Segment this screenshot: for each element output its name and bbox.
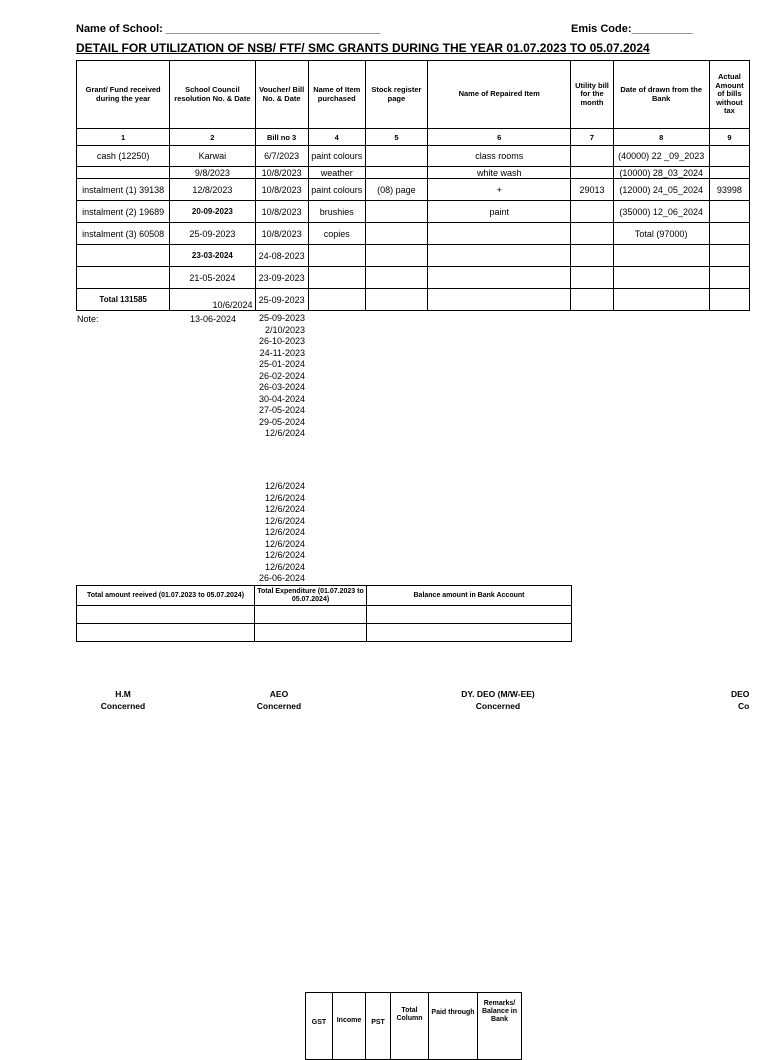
signature-hm <box>88 688 158 712</box>
col-header: Stock register page <box>365 61 427 129</box>
table-cell: 23-03-2024 <box>170 245 255 267</box>
table-cell <box>571 146 613 167</box>
table-row <box>77 223 750 245</box>
table-cell: Total (97000) <box>613 223 709 245</box>
overflow-date: 12/6/2024 <box>264 504 305 514</box>
table-cell <box>365 245 427 267</box>
table-cell: (12000) 24_05_2024 <box>613 179 709 201</box>
emis-code-label: Emis Code:__________ <box>571 23 693 35</box>
overflow-date: 12/6/2024 <box>264 481 305 491</box>
school-name-label: Name of School: ___________________________________ <box>76 23 380 35</box>
overflow-date: 12/6/2024 <box>264 492 305 503</box>
table-cell: 23-09-2023 <box>255 267 308 289</box>
table-cell <box>571 223 613 245</box>
table-row <box>77 245 750 267</box>
table-cell: (08) page <box>365 179 427 201</box>
tax-header: Total Column <box>391 993 429 1060</box>
table-cell: 93998 <box>709 179 749 201</box>
table-cell <box>428 245 571 267</box>
table-cell <box>571 289 613 311</box>
overflow-date: 12/6/2024 <box>264 527 305 537</box>
table-cell: 20-09-2023 <box>170 201 255 223</box>
col-number: 9 <box>709 129 749 146</box>
table-cell: (10000) 28_03_2024 <box>613 167 709 179</box>
summary-header: Total amount reeived (01.07.2023 to 05.07.2024) <box>77 586 255 606</box>
table-cell <box>365 167 427 179</box>
table-cell <box>613 267 709 289</box>
signature-role: AEO <box>269 689 289 699</box>
table-cell <box>571 267 613 289</box>
table-cell: class rooms <box>428 146 571 167</box>
table-cell: 10/6/2024 <box>170 289 255 311</box>
summary-table <box>76 585 572 642</box>
signature-sub: Concerned <box>256 701 302 711</box>
signature-role: DY. DEO (M/W-EE) <box>461 689 535 699</box>
table-row <box>77 267 750 289</box>
table-row-total <box>77 289 750 311</box>
summary-header: Balance amount in Bank Account <box>367 586 572 606</box>
col-number: 8 <box>613 129 709 146</box>
table-cell <box>365 267 427 289</box>
table-cell <box>613 289 709 311</box>
table-cell <box>308 245 365 267</box>
overflow-date: 2/10/2023 <box>264 324 305 335</box>
table-cell <box>308 267 365 289</box>
table-cell <box>365 201 427 223</box>
table-cell: instalment (3) 60508 <box>77 223 170 245</box>
table-cell: 10/8/2023 <box>255 223 308 245</box>
table-cell: 9/8/2023 <box>170 167 255 179</box>
total-cell: Total 131585 <box>77 289 170 311</box>
table-cell <box>77 245 170 267</box>
signature-sub: Concerned <box>100 701 146 711</box>
table-cell <box>571 201 613 223</box>
tax-header: Paid through <box>429 993 478 1060</box>
table-cell: paint colours <box>308 179 365 201</box>
overflow-date: 30-04-2024 <box>258 393 305 404</box>
table-cell: brushies <box>308 201 365 223</box>
table-cell <box>613 245 709 267</box>
col-number: 1 <box>77 129 170 146</box>
col-header: Name of Repaired Item <box>428 61 571 129</box>
col-header: Name of Item purchased <box>308 61 365 129</box>
summary-header-row <box>77 586 572 606</box>
tax-header: PST <box>366 993 391 1060</box>
overflow-date: 25-09-2023 <box>258 313 305 323</box>
tax-header: Income <box>333 993 366 1060</box>
overflow-date: 12/6/2024 <box>264 515 305 526</box>
table-row <box>77 167 750 179</box>
col-number: 4 <box>308 129 365 146</box>
overflow-date: 12/6/2024 <box>264 561 305 572</box>
col-number: 7 <box>571 129 613 146</box>
overflow-date: 13-06-2024 <box>190 314 237 324</box>
table-cell <box>709 223 749 245</box>
note-label: Note: <box>77 314 99 324</box>
signature-sub: Co <box>738 701 750 711</box>
column-number-row <box>77 129 750 146</box>
overflow-date: 26-06-2024 <box>258 573 305 583</box>
col-header: Actual Amount of bills without tax <box>709 61 749 129</box>
table-cell <box>709 167 749 179</box>
summary-header: Total Expenditure (01.07.2023 to 05.07.2024) <box>255 586 367 606</box>
table-cell: + <box>428 179 571 201</box>
table-cell <box>365 223 427 245</box>
overflow-date: 29-05-2024 <box>258 416 305 427</box>
overflow-date: 26-02-2024 <box>258 370 305 381</box>
overflow-date: 12/6/2024 <box>264 550 305 560</box>
tax-header-row <box>306 993 522 1060</box>
col-header: Voucher/ Bill No. & Date <box>255 61 308 129</box>
table-cell <box>709 245 749 267</box>
table-cell <box>571 167 613 179</box>
table-cell: 10/8/2023 <box>255 201 308 223</box>
signature-role: H.M <box>115 689 131 699</box>
table-row <box>77 146 750 167</box>
table-cell: 10/8/2023 <box>255 179 308 201</box>
table-cell <box>709 201 749 223</box>
table-cell: 29013 <box>571 179 613 201</box>
table-cell <box>77 267 170 289</box>
table-cell: copies <box>308 223 365 245</box>
overflow-date-list <box>255 313 305 440</box>
table-cell <box>428 267 571 289</box>
table-cell: 12/8/2023 <box>170 179 255 201</box>
table-header-row <box>77 61 750 129</box>
table-cell <box>308 289 365 311</box>
overflow-date: 27-05-2024 <box>258 405 305 415</box>
tax-header: Remarks/ Balance in Bank <box>478 993 522 1060</box>
overflow-date: 25-01-2024 <box>258 359 305 369</box>
col-number: 2 <box>170 129 255 146</box>
col-number: 5 <box>365 129 427 146</box>
table-cell: instalment (2) 19689 <box>77 201 170 223</box>
table-cell <box>428 223 571 245</box>
col-header: Grant/ Fund received during the year <box>77 61 170 129</box>
table-cell: instalment (1) 39138 <box>77 179 170 201</box>
col-number: Bill no 3 <box>255 129 308 146</box>
overflow-date: 26-10-2023 <box>258 336 305 346</box>
table-cell: 25-09-2023 <box>255 289 308 311</box>
col-number: 6 <box>428 129 571 146</box>
table-cell <box>571 245 613 267</box>
table-cell: cash (12250) <box>77 146 170 167</box>
table-cell: weather <box>308 167 365 179</box>
page-title: DETAIL FOR UTILIZATION OF NSB/ FTF/ SMC GRANTS DURING THE YEAR 01.07.2023 TO 05.07.2024 <box>76 41 650 55</box>
table-cell: 25-09-2023 <box>170 223 255 245</box>
col-header: Utility bill for the month <box>571 61 613 129</box>
table-cell: Karwai <box>170 146 255 167</box>
summary-row <box>77 606 572 624</box>
table-cell: paint <box>428 201 571 223</box>
table-cell: 6/7/2023 <box>255 146 308 167</box>
signature-sub: Concerned <box>475 701 521 711</box>
overflow-date: 12/6/2024 <box>264 538 305 549</box>
table-row <box>77 201 750 223</box>
col-header: Date of drawn from the Bank <box>613 61 709 129</box>
table-cell <box>709 267 749 289</box>
signature-dy-deo <box>448 688 548 712</box>
table-cell: 24-08-2023 <box>255 245 308 267</box>
signature-deo <box>731 688 768 712</box>
table-cell <box>709 289 749 311</box>
table-cell <box>365 289 427 311</box>
summary-row <box>77 624 572 642</box>
tax-table <box>305 992 522 1060</box>
overflow-date: 12/6/2024 <box>264 428 305 438</box>
tax-header: GST <box>306 993 333 1060</box>
table-cell: 21-05-2024 <box>170 267 255 289</box>
table-cell: (35000) 12_06_2024 <box>613 201 709 223</box>
table-cell: paint colours <box>308 146 365 167</box>
table-cell <box>428 289 571 311</box>
table-cell <box>77 167 170 179</box>
table-cell: white wash <box>428 167 571 179</box>
table-row <box>77 179 750 201</box>
table-cell: (40000) 22 _09_2023 <box>613 146 709 167</box>
table-cell <box>709 146 749 167</box>
overflow-date-list-2 <box>255 481 305 585</box>
table-cell: 10/8/2023 <box>255 167 308 179</box>
table-cell <box>365 146 427 167</box>
overflow-date: 26-03-2024 <box>258 382 305 392</box>
col-header: School Council resolution No. & Date <box>170 61 255 129</box>
signature-role: DEO <box>731 689 750 699</box>
grants-table <box>76 60 750 311</box>
overflow-date: 24-11-2023 <box>259 347 305 358</box>
signature-aeo <box>244 688 314 712</box>
